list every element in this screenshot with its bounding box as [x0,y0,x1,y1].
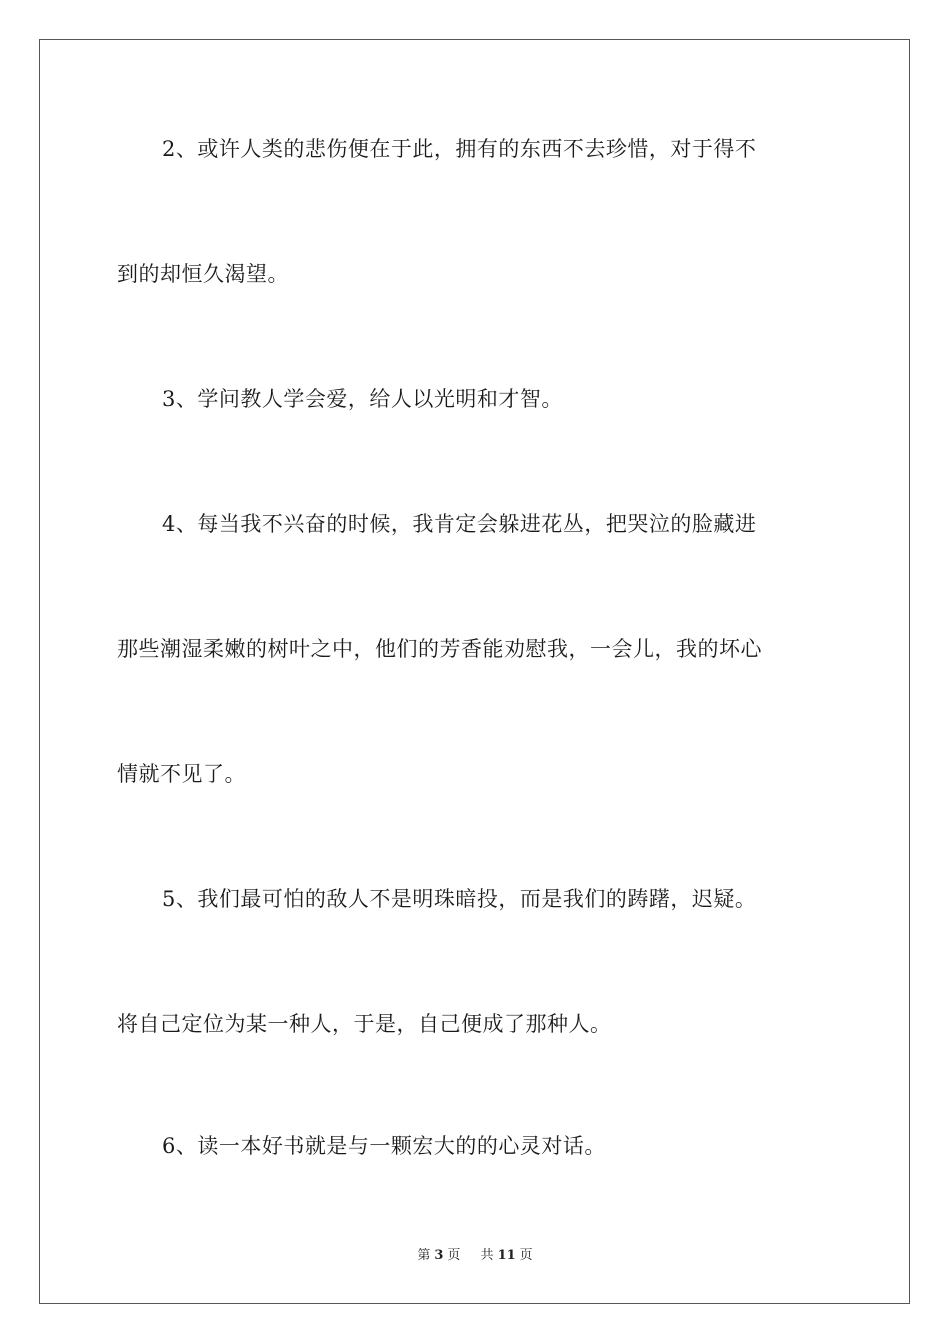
page-frame [39,39,910,1304]
paragraph-5-line-2: 将自己定位为某一种人，于是，自己便成了那种人。 [117,1012,612,1036]
page-number [413,1248,464,1263]
current-page: 3 [434,1248,444,1263]
page-prefix: 第 [417,1248,431,1263]
total-pages: 11 [497,1248,516,1263]
page-footer [0,1247,950,1265]
paragraph-4-line-3: 情就不见了。 [117,762,246,786]
paragraph-5-line-1: 5、我们最可怕的敌人不是明珠暗投，而是我们的踌躇，迟疑。 [162,887,757,911]
paragraph-4-line-2: 那些潮湿柔嫩的树叶之中，他们的芳香能劝慰我，一会儿，我的坏心 [117,637,762,661]
page-total [477,1248,537,1263]
paragraph-2-line-1: 2、或许人类的悲伤便在于此，拥有的东西不去珍惜，对于得不 [162,137,757,161]
paragraph-2-line-2: 到的却恒久渴望。 [117,262,289,286]
paragraph-4-line-1: 4、每当我不兴奋的时候，我肯定会躲进花丛，把哭泣的脸藏进 [162,512,757,536]
total-suffix: 页 [519,1248,533,1263]
page-suffix: 页 [447,1248,461,1263]
total-prefix: 共 [480,1248,494,1263]
paragraph-6-line-1: 6、读一本好书就是与一颗宏大的的心灵对话。 [162,1134,606,1158]
paragraph-3-line-1: 3、学问教人学会爱，给人以光明和才智。 [162,387,563,411]
